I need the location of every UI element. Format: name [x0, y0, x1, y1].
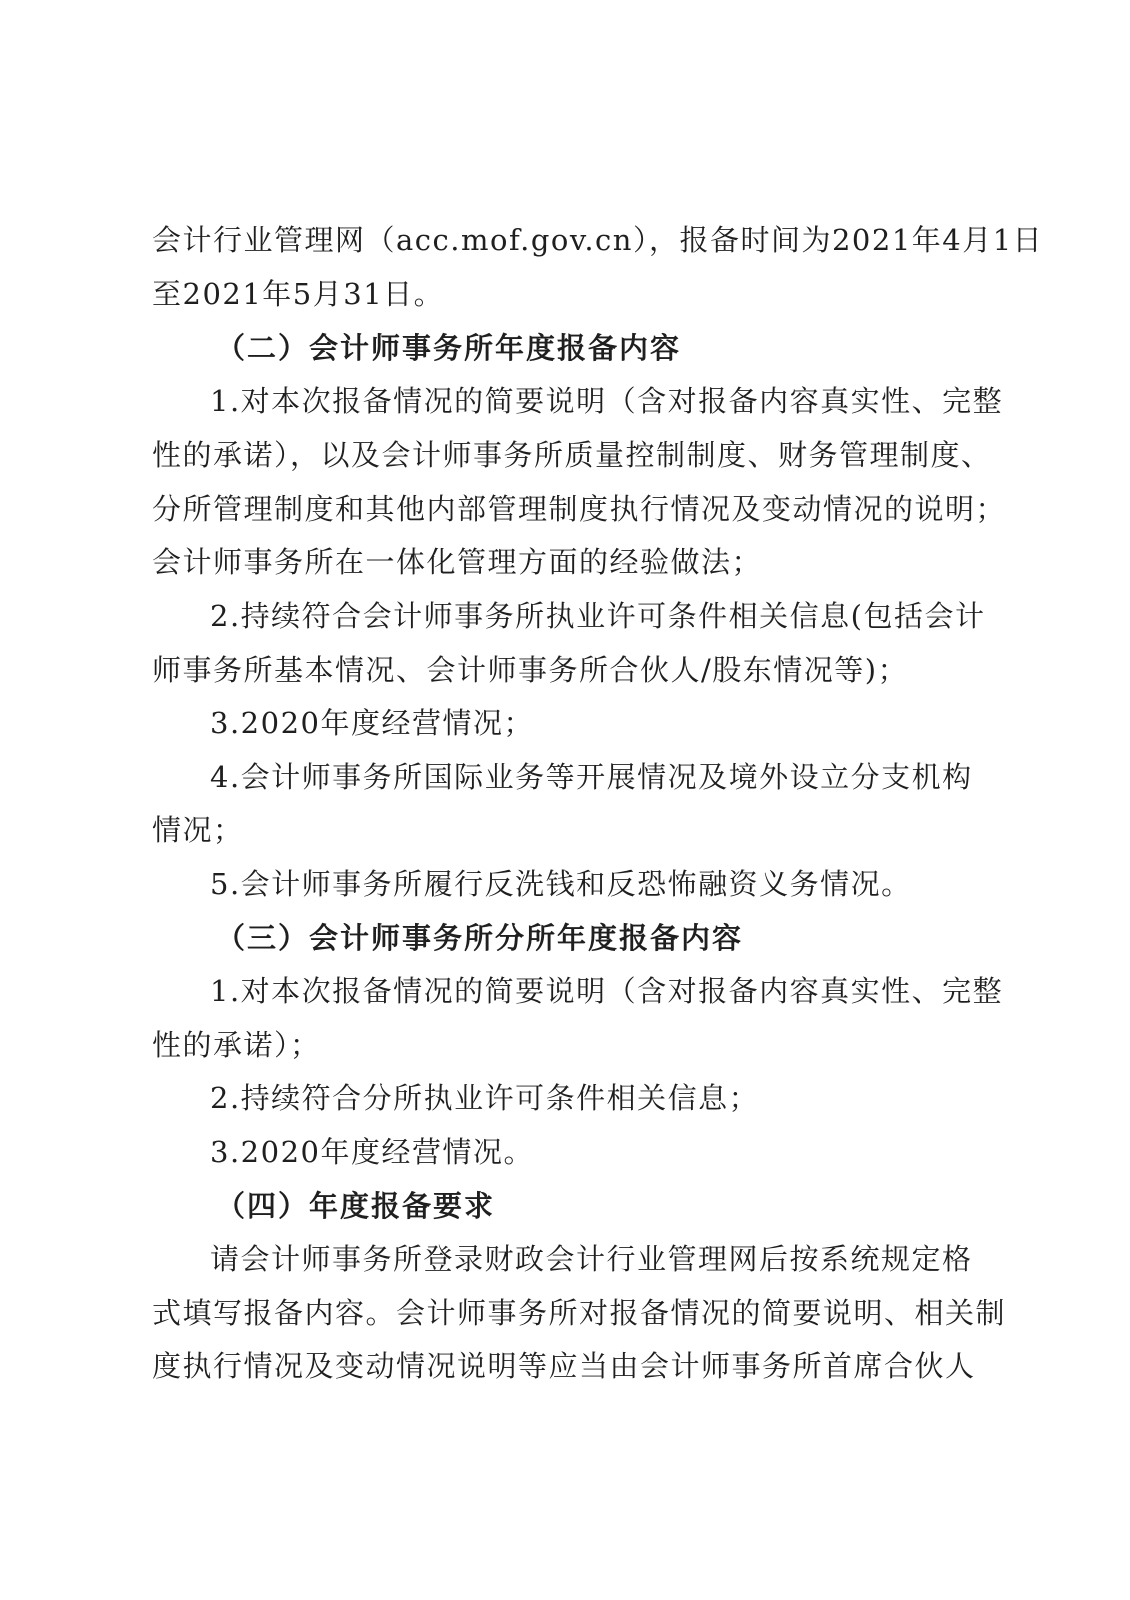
- body-text-line: 5.会计师事务所履行反洗钱和反恐怖融资义务情况。: [210, 867, 912, 901]
- body-text-line: 1.对本次报备情况的简要说明（含对报备内容真实性、完整: [210, 974, 1004, 1008]
- body-text-line: 性的承诺）；: [152, 1028, 321, 1062]
- body-text-line: 师事务所基本情况、会计师事务所合伙人/股东情况等)；: [152, 653, 909, 687]
- body-text-line: 2.持续符合会计师事务所执业许可条件相关信息(包括会计: [210, 599, 986, 633]
- body-text-line: 4.会计师事务所国际业务等开展情况及境外设立分支机构: [210, 760, 973, 794]
- section-heading: （三）会计师事务所分所年度报备内容: [216, 921, 744, 955]
- body-text-line: 请会计师事务所登录财政会计行业管理网后按系统规定格: [210, 1242, 973, 1276]
- body-text-line: 3.2020年度经营情况。: [210, 1135, 534, 1169]
- body-text-line: 3.2020年度经营情况；: [210, 706, 534, 740]
- body-text-line: 度执行情况及变动情况说明等应当由会计师事务所首席合伙人: [152, 1349, 976, 1383]
- body-text-line: 情况；: [152, 813, 244, 847]
- body-text-line: 1.对本次报备情况的简要说明（含对报备内容真实性、完整: [210, 384, 1004, 418]
- body-text-line: 性的承诺），以及会计师事务所质量控制制度、财务管理制度、: [152, 438, 992, 472]
- section-heading: （二）会计师事务所年度报备内容: [216, 331, 682, 365]
- body-text-line: 分所管理制度和其他内部管理制度执行情况及变动情况的说明；: [152, 492, 1007, 526]
- body-text-line: 会计行业管理网（acc.mof.gov.cn），报备时间为2021年4月1日: [152, 223, 1044, 257]
- body-text-line: 至2021年5月31日。: [152, 277, 445, 311]
- section-heading: （四）年度报备要求: [216, 1189, 496, 1223]
- body-text-line: 式填写报备内容。会计师事务所对报备情况的简要说明、相关制: [152, 1296, 1007, 1330]
- body-text-line: 会计师事务所在一体化管理方面的经验做法；: [152, 545, 763, 579]
- body-text-line: 2.持续符合分所执业许可条件相关信息；: [210, 1081, 760, 1115]
